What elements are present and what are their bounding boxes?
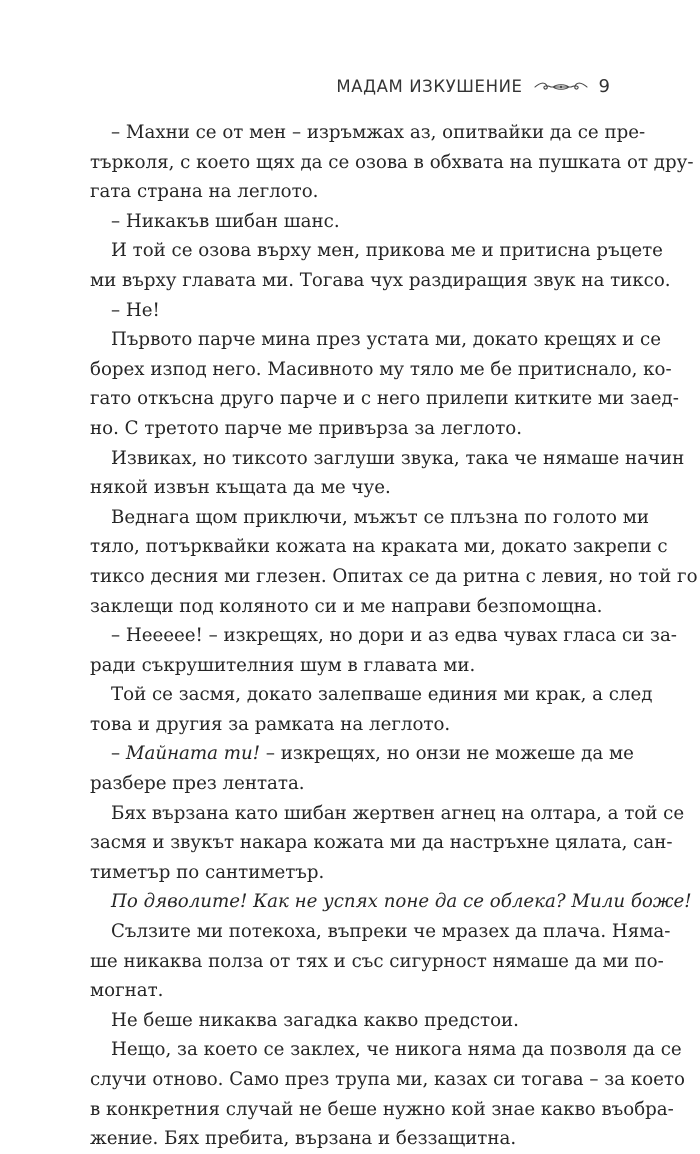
text-line: разбере през лентата. (90, 773, 305, 795)
flourish-ornament-icon (533, 79, 589, 93)
book-title: МАДАМ ИЗКУШЕНИЕ (336, 76, 523, 96)
italic-text: Майната ти! (125, 743, 261, 765)
text-line: тяло, потърквайки кожата на краката ми, докато закрепи с (90, 536, 668, 558)
text-line: Не беше никаква загадка какво предстои. (111, 1009, 519, 1031)
italic-text: По дяволите! Как не успях поне да се облека? Мили боже! (111, 891, 692, 913)
text-line: в конкретния случай не беше нужно кой знае какво въобра- (90, 1098, 674, 1120)
text-line: тиметър по сантиметър. (90, 861, 325, 883)
paragraph (90, 621, 677, 680)
text-line: гата страна на леглото. (90, 181, 319, 203)
text-line: Извиках, но тиксото заглуши звука, така че нямаше начин (111, 447, 685, 469)
running-header (336, 73, 610, 99)
page-number: 9 (598, 75, 610, 97)
paragraph (90, 680, 653, 739)
text-line: заклещи под коляното си и ме направи безпомощна. (90, 595, 603, 617)
body-text (90, 118, 698, 1154)
text-line: Сълзите ми потекоха, въпреки че мразех да плача. Няма- (111, 921, 671, 943)
paragraph (90, 118, 694, 207)
paragraph (90, 799, 685, 888)
text-line: – Махни се от мен – изръмжах аз, опитвайки да се пре- (111, 122, 646, 143)
text-line: Той се засмя, докато залепваше единия ми крак, а след (111, 684, 653, 706)
text-line: гато откъсна друго парче и с него прилепи китките ми заед- (90, 388, 679, 410)
text-line: това и другия за рамката на леглото. (90, 713, 451, 735)
paragraph (90, 887, 692, 917)
text-line: някой извън къщата да ме чуе. (90, 477, 391, 499)
text-line (90, 887, 692, 917)
paragraph (90, 207, 610, 237)
paragraph (90, 236, 671, 295)
text-line: тиксо десния ми глезен. Опитах се да ритна с левия, но той го (90, 565, 698, 587)
text-line: – Не! (111, 299, 160, 321)
text-line: засмя и звукът накара кожата ми да настръхне цялата, сан- (90, 832, 673, 854)
text-line: търколя, с което щях да се озова в обхвата на пушката от дру- (90, 151, 694, 173)
paragraph (90, 1035, 685, 1153)
text-line: – Неееее! – изкрещях, но дори и аз едва чувах гласа си за- (111, 625, 677, 647)
text-line: ми върху главата ми. Тогава чух раздиращия звук на тиксо. (90, 269, 671, 291)
text-line: Бях вързана като шибан жертвен агнец на олтара, а той се (111, 802, 685, 824)
text-line: И той се озова върху мен, прикова ме и притисна ръцете (111, 240, 663, 262)
text-line: жение. Бях пребита, вързана и беззащитна. (90, 1128, 517, 1150)
text-line: ради съкрушителния шум в главата ми. (90, 654, 476, 676)
paragraph (90, 325, 679, 443)
text-line: борех изпод него. Масивното му тяло ме бе притиснало, ко- (90, 358, 672, 380)
text-line: Нещо, за което се заклех, че никога няма да позволя да се (111, 1039, 682, 1061)
paragraph (90, 444, 685, 503)
paragraph (90, 739, 634, 798)
text-line: – Никакъв шибан шанс. (111, 210, 340, 232)
text-line: могнат. (90, 980, 164, 1002)
text-line: Веднага щом приключи, мъжът се плъзна по голото ми (111, 506, 649, 528)
paragraph (90, 503, 698, 621)
paragraph (90, 296, 610, 326)
paragraph (90, 1006, 610, 1036)
paragraph (90, 917, 671, 1006)
text-line: случи отново. Само през трупа ми, казах си тогава – за което (90, 1069, 685, 1090)
text-line: – Майната ти! – изкрещях, но онзи не можеше да ме (111, 743, 634, 765)
text-line: Първото парче мина през устата ми, докато крещях и се (111, 329, 661, 351)
text-line: ше никаква полза от тях и със сигурност нямаше да ми по- (90, 950, 664, 972)
text-line: но. С третото парче ме привърза за леглото. (90, 417, 523, 439)
